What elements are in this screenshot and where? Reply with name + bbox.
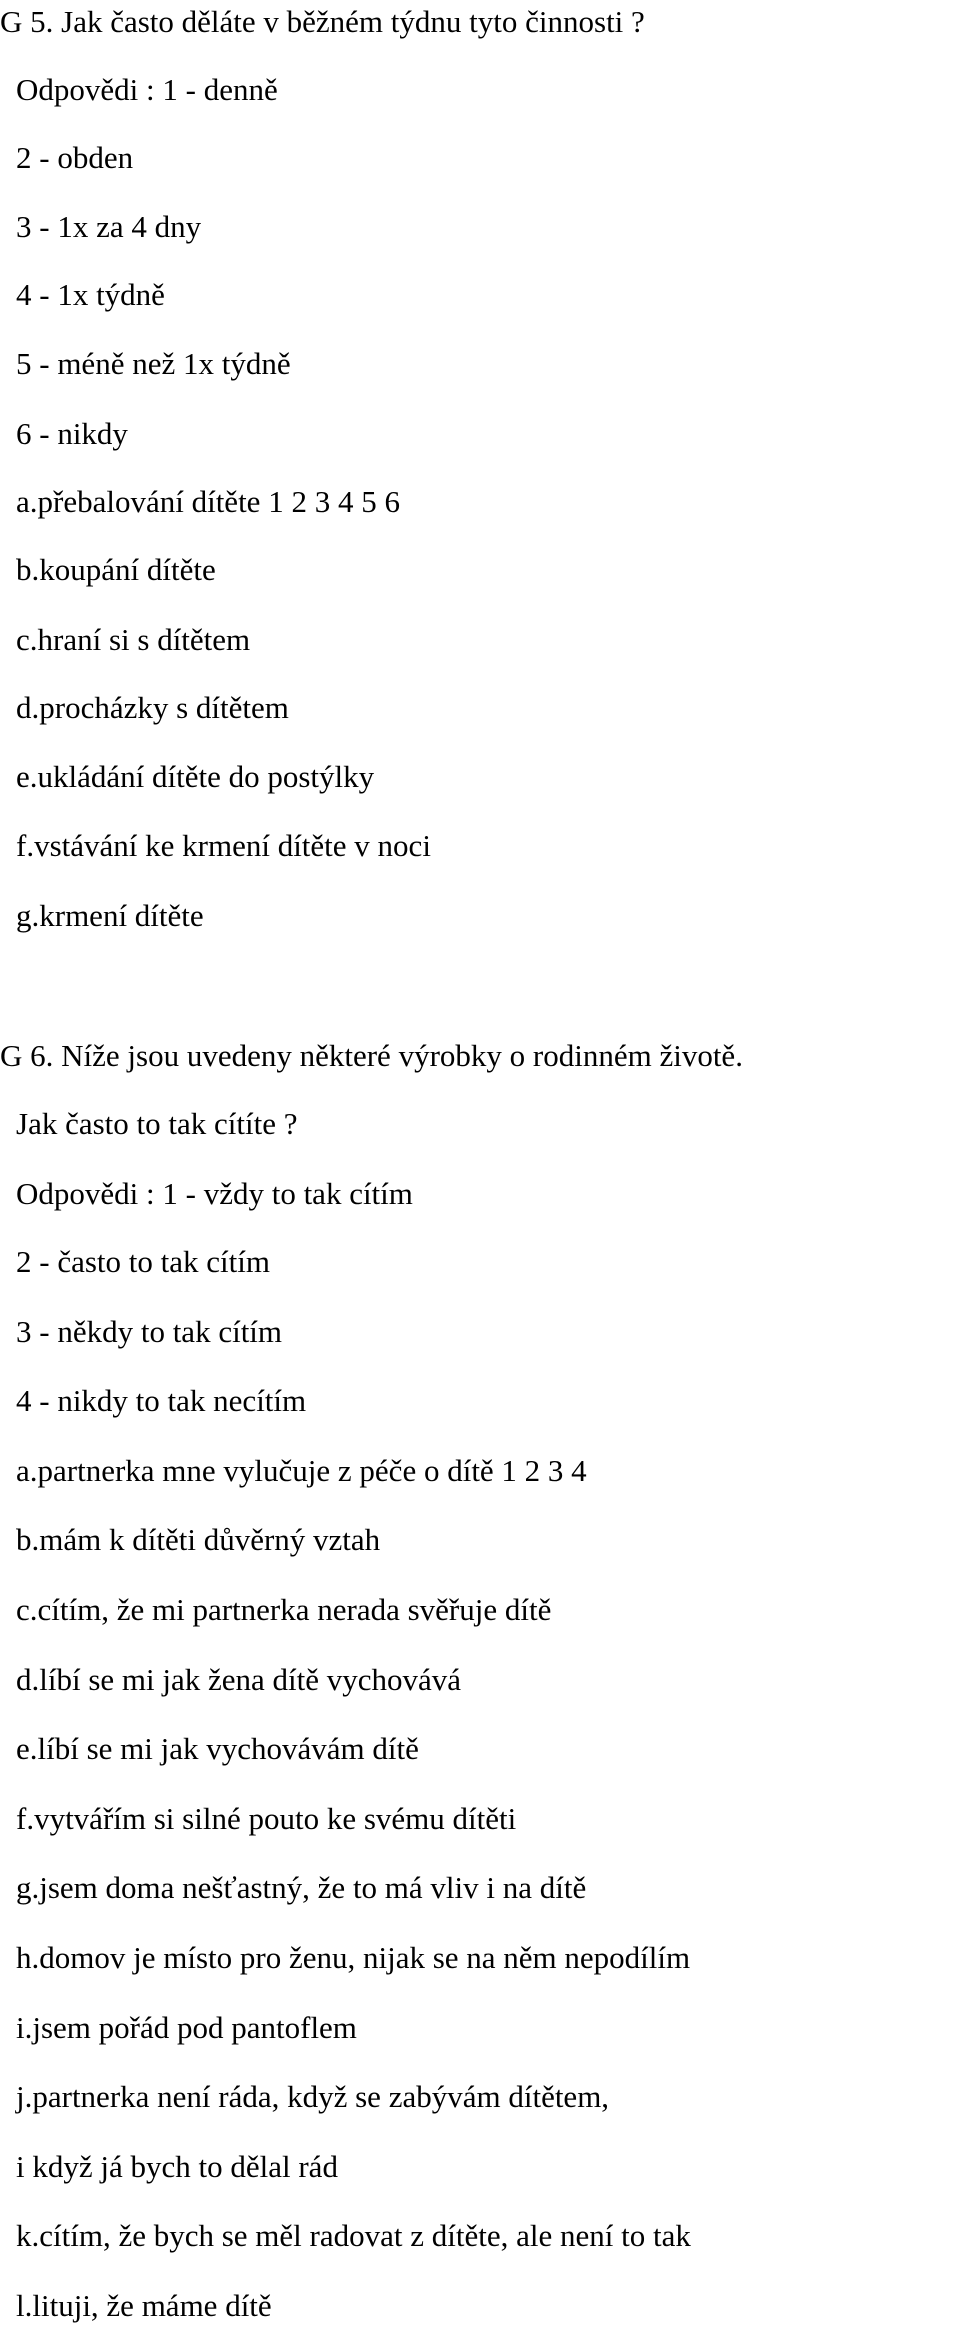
g5-answers-header: Odpovědi : 1 - denně [16, 72, 278, 107]
g5-option: 5 - méně než 1x týdně [16, 346, 291, 381]
g6-item: h.domov je místo pro ženu, nijak se na něm nepodílím [16, 1940, 691, 1975]
g6-item: i.jsem pořád pod pantoflem [16, 2010, 357, 2045]
g5-option: 2 - obden [16, 140, 134, 175]
g6-item: f.vytvářím si silné pouto ke svému dítěti [16, 1801, 517, 1836]
g5-option: 4 - 1x týdně [16, 277, 165, 312]
g6-item: k.cítím, že bych se měl radovat z dítěte, ale není to tak [16, 2218, 691, 2253]
g6-item: e.líbí se mi jak vychovávám dítě [16, 1731, 419, 1766]
g5-item: b.koupání dítěte [16, 552, 216, 587]
g5-item: g.krmení dítěte [16, 898, 204, 933]
g6-item: l.lituji, že máme dítě [16, 2288, 272, 2323]
g6-item: c.cítím, že mi partnerka nerada svěřuje dítě [16, 1592, 552, 1627]
g6-item-continuation: i když já bych to dělal rád [16, 2149, 338, 2184]
g5-item: d.procházky s dítětem [16, 690, 289, 725]
g6-item: b.mám k dítěti důvěrný vztah [16, 1522, 381, 1557]
g5-item: f.vstávání ke krmení dítěte v noci [16, 828, 431, 863]
g5-item: a.přebalování dítěte 1 2 3 4 5 6 [16, 484, 400, 519]
g6-option: 3 - někdy to tak cítím [16, 1314, 283, 1349]
g6-question-cont: Jak často to tak cítíte ? [16, 1106, 298, 1141]
g6-option: 2 - často to tak cítím [16, 1244, 270, 1279]
g6-option: 4 - nikdy to tak necítím [16, 1383, 307, 1418]
g5-option: 6 - nikdy [16, 416, 128, 451]
g5-option: 3 - 1x za 4 dny [16, 209, 202, 244]
g6-item: d.líbí se mi jak žena dítě vychovává [16, 1662, 462, 1697]
g6-item: a.partnerka mne vylučuje z péče o dítě 1 2 3 4 [16, 1453, 587, 1488]
g5-item: e.ukládání dítěte do postýlky [16, 759, 375, 794]
g5-item: c.hraní si s dítětem [16, 622, 251, 657]
g6-item: g.jsem doma nešťastný, že to má vliv i na dítě [16, 1870, 587, 1905]
g6-question: G 6. Níže jsou uvedeny některé výrobky o rodinném životě. [0, 1038, 743, 1073]
g6-item: j.partnerka není ráda, když se zabývám dítětem, [16, 2079, 610, 2114]
g6-answers-header: Odpovědi : 1 - vždy to tak cítím [16, 1176, 413, 1211]
g5-question: G 5. Jak často děláte v běžném týdnu tyto činnosti ? [0, 4, 645, 39]
